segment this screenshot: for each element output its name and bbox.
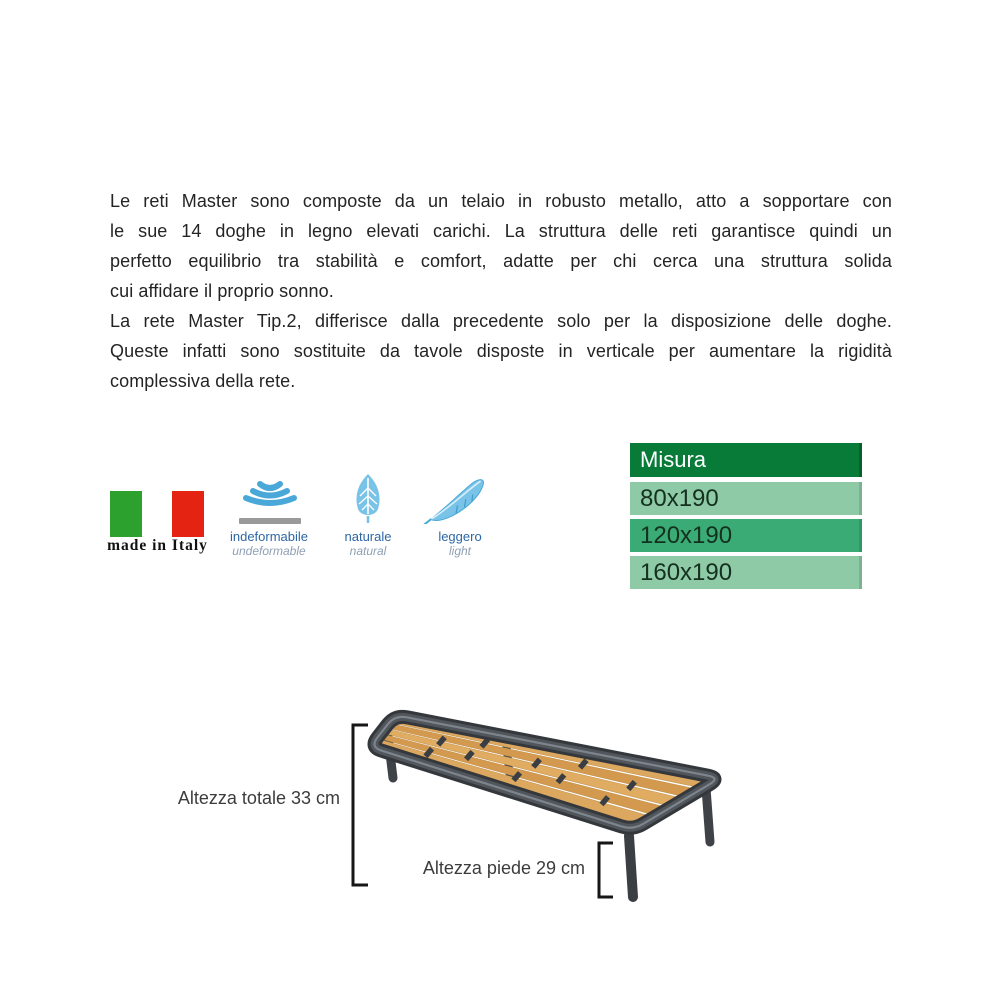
feature-made-in-italy [110, 491, 204, 537]
italy-flag-icon [110, 491, 142, 537]
undeformable-label: undeformable [232, 544, 306, 558]
description-line: complessiva della rete. [110, 371, 296, 391]
made-in-italy-label: made in Italy [107, 537, 208, 554]
description-line: Le reti Master sono composte da un telaio in robusto metallo, atto a sopportare con [110, 191, 892, 211]
description-paragraph-1 [110, 186, 892, 306]
total-height-label: Altezza totale 33 cm [177, 788, 340, 808]
naturale-label: naturale [344, 529, 392, 544]
description-line: le sue 14 doghe in legno elevati carichi. La struttura delle reti garantisce quindi un [110, 221, 892, 241]
spring-icon [235, 478, 305, 528]
light-label: light [448, 544, 471, 558]
product-description [110, 186, 892, 396]
leg-height-label: Altezza piede 29 cm [422, 858, 585, 878]
description-line: Queste infatti sono sostituite da tavole disposte in verticale per aumentare la rigidità [110, 341, 892, 361]
leg-height-bracket [599, 843, 613, 897]
size-row: 80x190 [630, 482, 862, 515]
size-table [630, 443, 862, 593]
leggero-label: leggero [438, 529, 482, 544]
feather-icon [420, 476, 496, 524]
size-row: 120x190 [630, 519, 862, 552]
natural-label: natural [349, 544, 387, 558]
leaf-icon [350, 472, 386, 526]
size-row: 160x190 [630, 556, 862, 589]
total-height-bracket [353, 725, 368, 885]
description-line: perfetto equilibrio tra stabilità e comfort, adatte per chi cerca una struttura solida [110, 251, 892, 271]
description-line: La rete Master Tip.2, differisce dalla precedente solo per la disposizione delle doghe. [110, 311, 892, 331]
italy-flag-icon [172, 491, 204, 537]
indeformabile-label: indeformabile [229, 529, 309, 544]
description-paragraph-2 [110, 306, 892, 396]
size-table-header: Misura [630, 443, 862, 477]
description-line: cui affidare il proprio sonno. [110, 281, 334, 301]
